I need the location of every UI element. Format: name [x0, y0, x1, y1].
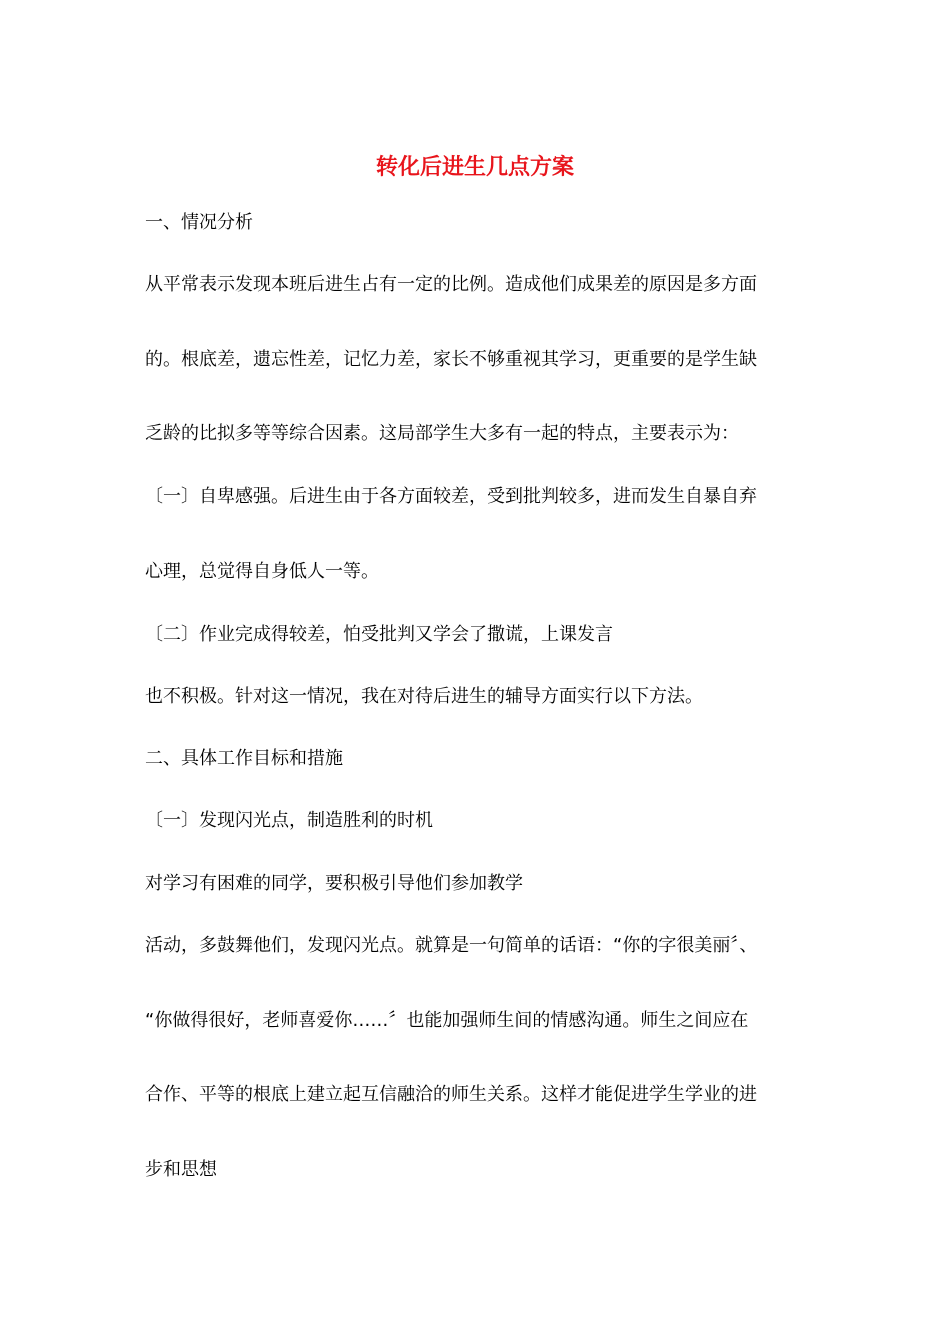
heading-goals-measures: 二、具体工作目标和措施 [145, 748, 343, 769]
paragraph-line: 的。根底差，遗忘性差，记忆力差，家长不够重视其学习，更重要的是学生缺 [145, 349, 757, 370]
document-title: 转化后进生几点方案 [375, 155, 574, 180]
subheading-highlight: 〔一〕发现闪光点，制造胜利的时机 [145, 810, 433, 831]
paragraph-line: “你做得很好，老师喜爱你……〞也能加强师生间的情感沟通。师生之间应在 [145, 1010, 749, 1031]
paragraph-line: 对学习有困难的同学，要积极引导他们参加教学 [145, 873, 523, 894]
paragraph-line: 合作、平等的根底上建立起互信融洽的师生关系。这样才能促进学生学业的进 [145, 1084, 757, 1105]
paragraph-line: 也不积极。针对这一情况，我在对待后进生的辅导方面实行以下方法。 [145, 686, 703, 707]
paragraph-line: 乏龄的比拟多等等综合因素。这局部学生大多有一起的特点，主要表示为： [145, 423, 739, 444]
paragraph-line: 〔一〕自卑感强。后进生由于各方面较差，受到批判较多，进而发生自暴自弃 [145, 486, 757, 507]
paragraph-line: 步和思想 [145, 1159, 217, 1180]
heading-situation-analysis: 一、情况分析 [145, 212, 253, 233]
paragraph-line: 从平常表示发现本班后进生占有一定的比例。造成他们成果差的原因是多方面 [145, 274, 757, 295]
paragraph-line: 心理，总觉得自身低人一等。 [145, 561, 379, 582]
paragraph-line: 〔二〕作业完成得较差，怕受批判又学会了撒谎，上课发言 [145, 624, 613, 645]
paragraph-line: 活动，多鼓舞他们，发现闪光点。就算是一句简单的话语：“你的字很美丽〞、 [145, 935, 758, 956]
